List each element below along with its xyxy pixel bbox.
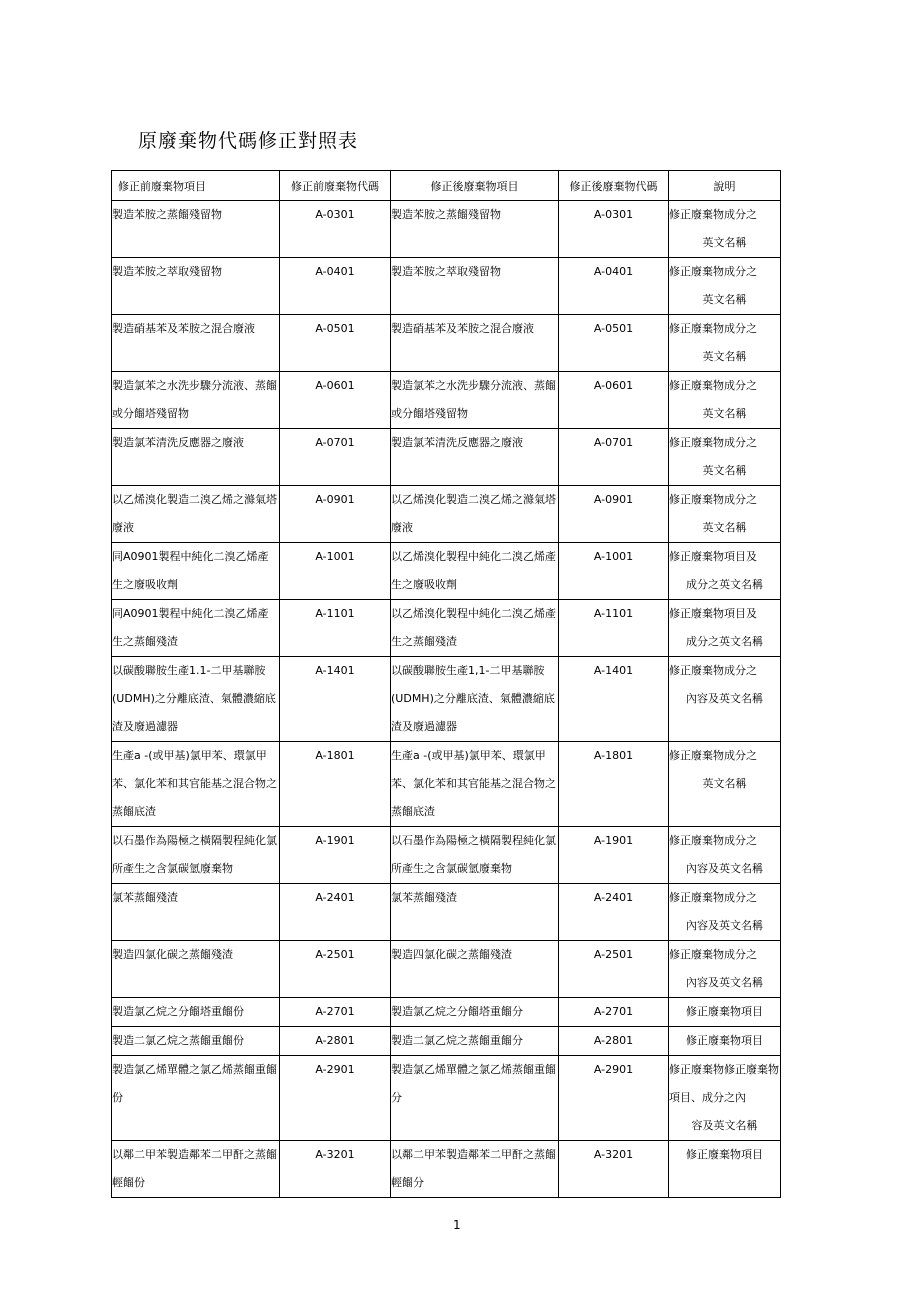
after-code-cell: A-1001 [559,543,669,600]
table-row [112,543,781,600]
before-item-cell: 製造氯乙烷之分餾塔重餾份 [112,998,280,1027]
note-line-2: 英文名稱 [702,464,747,477]
before-code-cell: A-1801 [280,742,391,827]
note-line-1: 修正廢棄物項目及 [669,550,757,563]
note-cell [669,429,781,486]
note-line-1: 修正廢棄物成分之 [669,265,757,278]
note-line-1: 修正廢棄物成分之 [669,948,757,961]
before-code-cell: A-2701 [280,998,391,1027]
before-code-cell: A-1401 [280,657,391,742]
note-line-2: 內容及英文名稱 [686,692,763,705]
note-cell [669,1141,781,1198]
before-code-cell: A-2901 [280,1056,391,1141]
before-item-cell: 製造硝基苯及苯胺之混合廢液 [112,315,280,372]
table-row [112,941,781,998]
before-item-cell: 氯苯蒸餾殘渣 [112,884,280,941]
after-item-cell: 生產a -(或甲基)氯甲苯、環氯甲苯、氯化苯和其官能基之混合物之蒸餾底渣 [391,742,559,827]
after-code-cell: A-0501 [559,315,669,372]
page-title: 原廢棄物代碼修正對照表 [138,130,359,152]
note-line-2: 容及英文名稱 [691,1119,758,1132]
note-line-2: 修正廢棄物項目 [686,1148,763,1161]
before-code-cell: A-3201 [280,1141,391,1198]
after-item-cell: 以石墨作為陽極之橫隔製程純化氯所產生之含氯碳氫廢棄物 [391,827,559,884]
before-code-cell: A-1901 [280,827,391,884]
table-row [112,1027,781,1056]
after-code-cell: A-2701 [559,998,669,1027]
table-row [112,998,781,1027]
after-code-cell: A-1101 [559,600,669,657]
table-row [112,201,781,258]
note-cell [669,258,781,315]
after-item-cell: 製造四氯化碳之蒸餾殘渣 [391,941,559,998]
table-row [112,1141,781,1198]
waste-code-table [111,170,781,1198]
table-row [112,258,781,315]
note-line-2: 內容及英文名稱 [686,976,763,989]
table-row [112,486,781,543]
note-line-2: 英文名稱 [702,293,747,306]
note-line-2: 內容及英文名稱 [686,862,763,875]
table-row [112,429,781,486]
table-row [112,372,781,429]
note-cell [669,543,781,600]
before-code-cell: A-0501 [280,315,391,372]
after-item-cell: 製造氯乙烯單體之氯乙烯蒸餾重餾分 [391,1056,559,1141]
before-item-cell: 製造苯胺之萃取殘留物 [112,258,280,315]
note-line-1: 修正廢棄物項目及 [669,607,757,620]
after-item-cell: 製造苯胺之萃取殘留物 [391,258,559,315]
after-item-cell: 以碳酸聯胺生產1,1-二甲基聯胺(UDMH)之分離底渣、氣體濃縮底渣及廢過濾器 [391,657,559,742]
note-cell [669,315,781,372]
after-code-cell: A-2801 [559,1027,669,1056]
note-line-2: 英文名稱 [702,350,747,363]
note-cell [669,201,781,258]
table-row [112,742,781,827]
before-code-cell: A-1001 [280,543,391,600]
before-code-cell: A-0301 [280,201,391,258]
header-note: 說明 [669,171,781,201]
header-after-item: 修正後廢棄物項目 [391,171,559,201]
after-code-cell: A-0301 [559,201,669,258]
before-item-cell: 生產a -(或甲基)氯甲苯、環氯甲苯、氯化苯和其官能基之混合物之蒸餾底渣 [112,742,280,827]
note-cell [669,600,781,657]
note-line-2: 英文名稱 [702,521,747,534]
header-before-item: 修正前廢棄物項目 [112,171,280,201]
before-item-cell: 以乙烯溴化製造二溴乙烯之滌氣塔廢液 [112,486,280,543]
page-number: 1 [453,1218,461,1232]
after-code-cell: A-1901 [559,827,669,884]
before-code-cell: A-0701 [280,429,391,486]
after-code-cell: A-0701 [559,429,669,486]
after-item-cell: 以乙烯溴化製造二溴乙烯之滌氣塔廢液 [391,486,559,543]
note-line-2: 英文名稱 [702,407,747,420]
note-line-1: 修正廢棄物成分之 [669,322,757,335]
before-code-cell: A-2801 [280,1027,391,1056]
table-row [112,1056,781,1141]
note-line-1: 修正廢棄物成分之 [669,891,757,904]
note-line-2: 成分之英文名稱 [686,635,763,648]
before-item-cell: 以石墨作為陽極之橫隔製程純化氯所產生之含氯碳氫廢棄物 [112,827,280,884]
after-item-cell: 氯苯蒸餾殘渣 [391,884,559,941]
after-code-cell: A-0901 [559,486,669,543]
before-code-cell: A-0901 [280,486,391,543]
note-line-1: 修正廢棄物成分之 [669,664,757,677]
note-line-2: 英文名稱 [702,236,747,249]
before-item-cell: 同A0901製程中純化二溴乙烯產生之蒸餾殘渣 [112,600,280,657]
before-item-cell: 製造氯苯清洗反應器之廢液 [112,429,280,486]
header-after-code: 修正後廢棄物代碼 [559,171,669,201]
after-code-cell: A-2501 [559,941,669,998]
after-item-cell: 製造氯乙烷之分餾塔重餾分 [391,998,559,1027]
note-line-1: 修正廢棄物修正廢棄物項目、成分之內 [669,1063,779,1104]
note-cell [669,1056,781,1141]
note-line-2: 英文名稱 [702,777,747,790]
note-cell [669,827,781,884]
after-code-cell: A-1801 [559,742,669,827]
after-item-cell: 以鄰二甲苯製造鄰苯二甲酐之蒸餾輕餾分 [391,1141,559,1198]
note-line-1: 修正廢棄物成分之 [669,379,757,392]
before-item-cell: 製造二氯乙烷之蒸餾重餾份 [112,1027,280,1056]
note-cell [669,657,781,742]
after-item-cell: 製造氯苯之水洗步驟分流液、蒸餾或分餾塔殘留物 [391,372,559,429]
before-item-cell: 以鄰二甲苯製造鄰苯二甲酐之蒸餾輕餾份 [112,1141,280,1198]
note-cell [669,742,781,827]
note-line-1: 修正廢棄物成分之 [669,208,757,221]
note-cell [669,998,781,1027]
note-line-2: 修正廢棄物項目 [686,1005,763,1018]
table-row [112,827,781,884]
note-line-1: 修正廢棄物成分之 [669,834,757,847]
after-code-cell: A-0401 [559,258,669,315]
note-line-2: 內容及英文名稱 [686,919,763,932]
before-item-cell: 同A0901製程中純化二溴乙烯產生之廢吸收劑 [112,543,280,600]
after-item-cell: 以乙烯溴化製程中純化二溴乙烯產生之廢吸收劑 [391,543,559,600]
after-item-cell: 製造氯苯清洗反應器之廢液 [391,429,559,486]
after-item-cell: 製造二氯乙烷之蒸餾重餾分 [391,1027,559,1056]
before-code-cell: A-1101 [280,600,391,657]
after-code-cell: A-0601 [559,372,669,429]
after-code-cell: A-2901 [559,1056,669,1141]
before-code-cell: A-0401 [280,258,391,315]
note-cell [669,941,781,998]
note-line-1: 修正廢棄物成分之 [669,436,757,449]
note-cell [669,486,781,543]
header-before-code: 修正前廢棄物代碼 [280,171,391,201]
table-header-row [112,171,781,201]
after-code-cell: A-1401 [559,657,669,742]
note-cell [669,1027,781,1056]
table-row [112,600,781,657]
after-item-cell: 製造苯胺之蒸餾殘留物 [391,201,559,258]
table-row [112,315,781,372]
note-cell [669,372,781,429]
note-line-2: 成分之英文名稱 [686,578,763,591]
table-row [112,884,781,941]
after-code-cell: A-3201 [559,1141,669,1198]
note-cell [669,884,781,941]
before-item-cell: 製造四氯化碳之蒸餾殘渣 [112,941,280,998]
note-line-2: 修正廢棄物項目 [686,1034,763,1047]
before-item-cell: 以碳酸聯胺生產1.1-二甲基聯胺(UDMH)之分離底渣、氣體濃縮底渣及廢過濾器 [112,657,280,742]
before-code-cell: A-2501 [280,941,391,998]
before-item-cell: 製造氯苯之水洗步驟分流液、蒸餾或分餾塔殘留物 [112,372,280,429]
before-item-cell: 製造氯乙烯單體之氯乙烯蒸餾重餾份 [112,1056,280,1141]
after-code-cell: A-2401 [559,884,669,941]
after-item-cell: 製造硝基苯及苯胺之混合廢液 [391,315,559,372]
after-item-cell: 以乙烯溴化製程中純化二溴乙烯產生之蒸餾殘渣 [391,600,559,657]
before-code-cell: A-0601 [280,372,391,429]
note-line-1: 修正廢棄物成分之 [669,493,757,506]
before-code-cell: A-2401 [280,884,391,941]
note-line-1: 修正廢棄物成分之 [669,749,757,762]
before-item-cell: 製造苯胺之蒸餾殘留物 [112,201,280,258]
table-row [112,657,781,742]
